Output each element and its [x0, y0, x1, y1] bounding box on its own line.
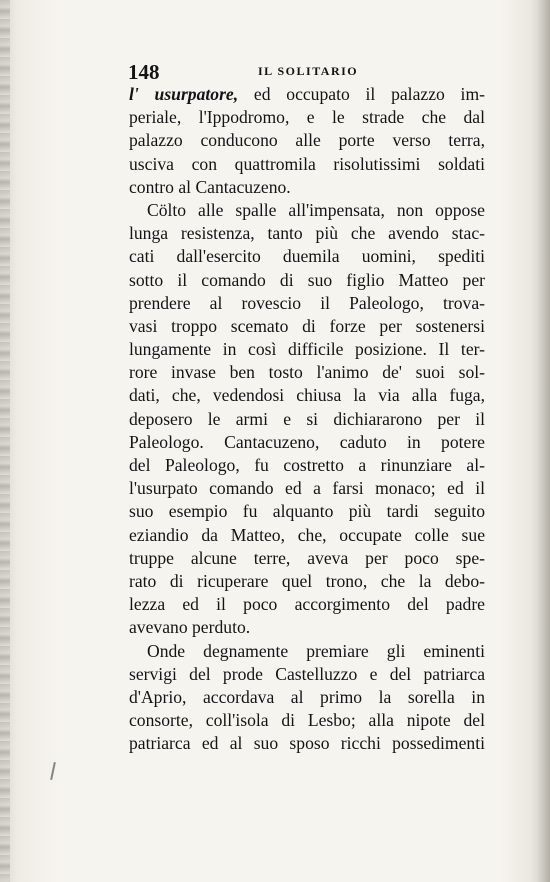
line-text: contro al Cantacuzeno.: [129, 176, 291, 197]
text-line: [129, 431, 485, 454]
line-text: suo esempio fu alquanto più tardi seguito: [129, 501, 485, 522]
text-line: [129, 361, 485, 384]
line-text: lezza ed il poco accorgimento del padre: [129, 594, 485, 615]
line-text: palazzo conducono alle porte verso terra,: [129, 130, 485, 151]
line-text: lungamente in così difficile posizione. Il ter-: [129, 339, 485, 360]
line-text: Cölto alle spalle all'impensata, non oppose: [147, 199, 485, 220]
running-head: IL SOLITARIO: [258, 64, 359, 78]
line-text: ed occupato il palazzo im-: [238, 84, 485, 104]
text-line: [129, 732, 485, 755]
text-line: [129, 315, 485, 338]
line-text: consorte, coll'isola di Lesbo; alla nipote del: [129, 710, 485, 731]
page-binding-edge: [0, 0, 10, 882]
line-text: l'usurpato comando ed a farsi monaco; ed il: [129, 478, 485, 499]
line-text: vasi troppo scemato di forze per sostenersi: [129, 315, 485, 336]
line-text: deposero le armi e si dichiararono per il: [129, 408, 485, 429]
text-line: [129, 408, 485, 431]
line-text: lunga resistenza, tanto più che avendo stac-: [129, 223, 485, 244]
text-line: [129, 83, 485, 106]
text-line: [129, 199, 485, 222]
text-line: [129, 129, 485, 152]
page-outer-edge: [536, 0, 550, 882]
text-line: [129, 593, 485, 616]
line-text: avevano perduto.: [129, 617, 251, 638]
text-line: [129, 663, 485, 686]
line-text: patriarca ed al suo sposo ricchi possedimenti: [129, 733, 485, 754]
text-line: [129, 640, 485, 663]
line-text: dati, che, vedendosi chiusa la via alla fuga,: [129, 385, 485, 406]
page-header: [128, 60, 488, 84]
line-text: Paleologo. Cantacuzeno, caduto in potere: [129, 431, 485, 452]
text-line: [129, 176, 485, 199]
line-text: del Paleologo, fu costretto a rinunziare al-: [129, 455, 485, 475]
ink-mark: [50, 762, 56, 780]
text-line: [129, 477, 485, 500]
text-line: [129, 292, 485, 315]
text-line: [129, 384, 485, 407]
line-text: usciva con quattromila risolutissimi soldati: [129, 153, 485, 174]
text-line: [129, 686, 485, 709]
line-text: sotto il comando di suo figlio Matteo per: [129, 269, 485, 290]
line-text: truppe alcune terre, aveva per poco spe-: [129, 547, 485, 568]
italic-word: l' usurpatore,: [129, 84, 239, 104]
page-number: 148: [128, 60, 160, 84]
line-text: servigi del prode Castelluzzo e del patriarca: [129, 663, 485, 684]
text-line: [129, 106, 485, 129]
text-line: [129, 153, 485, 176]
line-text: d'Aprio, accordava al primo la sorella in: [129, 686, 485, 707]
body-text: [129, 83, 485, 755]
line-text: periale, l'Ippodromo, e le strade che dal: [129, 107, 485, 128]
line-text: cati dall'esercito duemila uomini, spediti: [129, 246, 485, 267]
text-line: [129, 570, 485, 593]
text-line: [129, 245, 485, 268]
text-line: [129, 269, 485, 292]
text-line: [129, 524, 485, 547]
line-text: eziandio da Matteo, che, occupate colle sue: [129, 524, 485, 545]
text-line: [129, 500, 485, 523]
text-line: [129, 709, 485, 732]
text-line: [129, 454, 485, 477]
text-line: [129, 616, 485, 639]
line-text: Onde degnamente premiare gli eminenti: [147, 640, 485, 661]
line-text: rore invase ben tosto l'animo de' suoi sol-: [129, 362, 485, 383]
line-text: rato di ricuperare quel trono, che la debo-: [129, 570, 485, 591]
text-line: [129, 222, 485, 245]
line-text: prendere al rovescio il Paleologo, trova-: [129, 292, 485, 313]
text-line: [129, 338, 485, 361]
text-line: [129, 547, 485, 570]
